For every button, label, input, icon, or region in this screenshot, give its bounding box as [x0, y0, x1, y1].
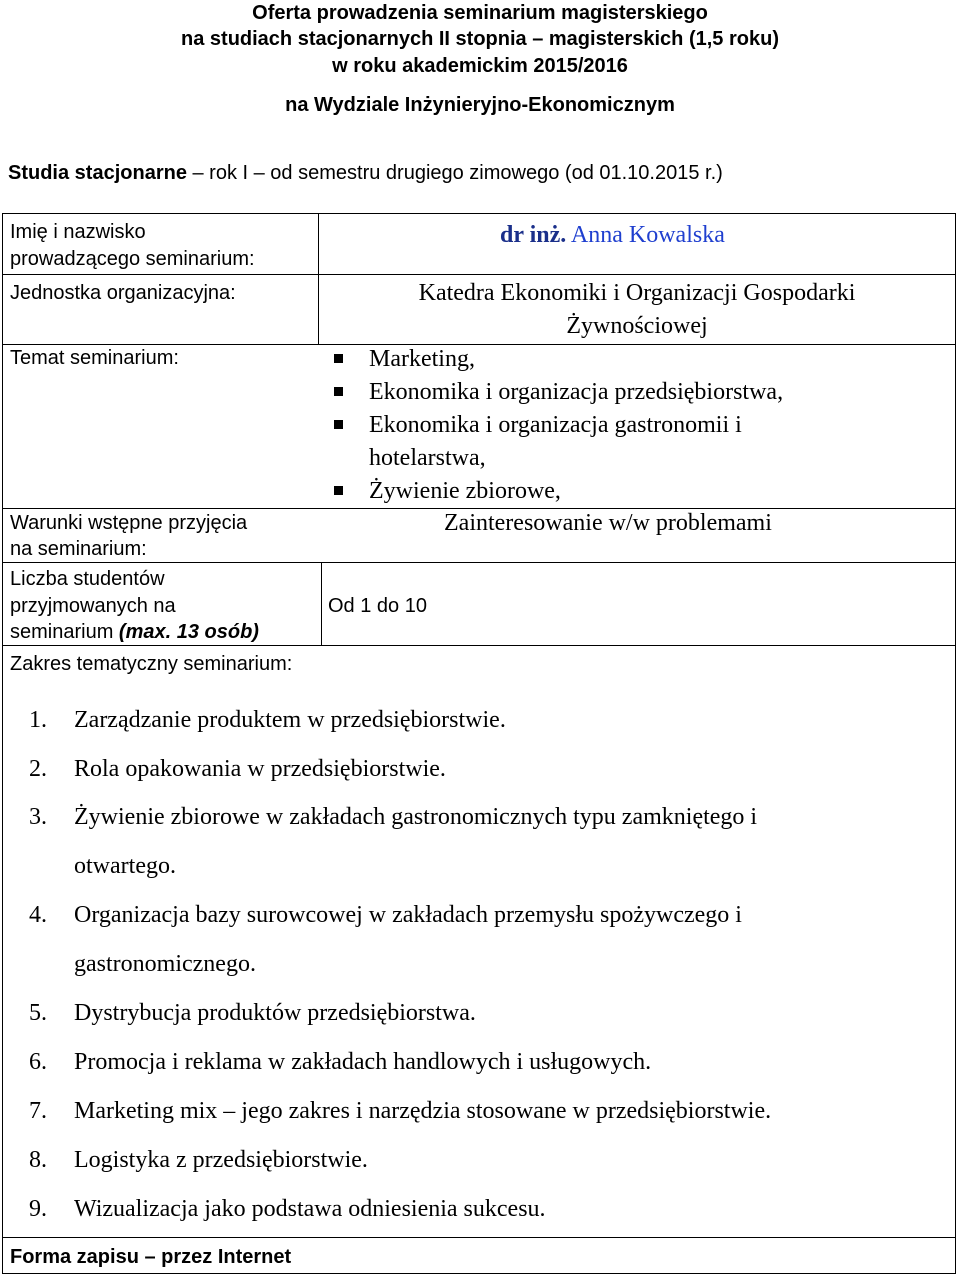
topic-item: Ekonomika i organizacja przedsiębiorstwa,	[331, 376, 783, 409]
name-label-1: Imię i nazwisko	[10, 221, 146, 243]
square-bullet-icon	[334, 387, 343, 396]
count-label-1: Liczba studentów	[10, 568, 165, 590]
study-mode-line	[8, 160, 723, 186]
column-divider-count	[321, 562, 322, 645]
unit-value-2: Żywnościowej	[566, 313, 708, 339]
supervisor-name	[500, 219, 725, 251]
row-divider-req	[3, 562, 955, 563]
topic-item-continued: hotelarstwa,	[369, 445, 486, 471]
max-students-note: (max. 13 osób)	[118, 621, 259, 643]
count-label-3: seminarium (max. 13 osób)	[10, 621, 259, 643]
title-line-1: Oferta prowadzenia seminarium magisterskiego	[252, 2, 708, 24]
scope-item: 9. Wizualizacja jako podstawa odniesienia sukcesu.	[29, 1196, 546, 1222]
unit-value-1: Katedra Ekonomiki i Organizacji Gospodarki	[418, 280, 856, 306]
row-divider-name	[3, 274, 955, 275]
offer-form-box	[2, 213, 956, 1274]
scope-item: 3. Żywienie zbiorowe w zakładach gastronomicznych typu zamkniętego i otwartego.	[29, 804, 758, 879]
unit-label: Jednostka organizacyjna:	[10, 282, 236, 304]
name-label-2: prowadzącego seminarium:	[10, 248, 255, 270]
title-line-3: w roku akademickim 2015/2016	[332, 55, 628, 77]
row-divider-count	[3, 645, 955, 646]
requirements-value: Zainteresowanie w/w problemami	[444, 510, 772, 536]
scope-item: 5. Dystrybucja produktów przedsiębiorstwa.	[29, 1000, 476, 1026]
count-value: Od 1 do 10	[328, 595, 427, 617]
scope-list	[29, 704, 771, 1234]
study-mode-bold: Studia stacjonarne	[8, 162, 187, 184]
supervisor-degree: dr inż.	[500, 222, 567, 248]
square-bullet-icon	[334, 486, 343, 495]
scope-item: 4. Organizacja bazy surowcowej w zakładach przemysłu spożywczego i gastronomicznego.	[29, 902, 742, 977]
scope-item: 7. Marketing mix – jego zakres i narzędzia stosowane w przedsiębiorstwie.	[29, 1098, 772, 1124]
topic-item: Marketing,	[331, 343, 783, 376]
topic-label: Temat seminarium:	[10, 347, 179, 369]
count-label-2: przyjmowanych na	[10, 595, 176, 617]
topic-item: Żywienie zbiorowe,	[331, 475, 783, 508]
title-line-2: na studiach stacjonarnych II stopnia – magisterskich (1,5 roku)	[181, 28, 779, 50]
supervisor-fullname: Anna Kowalska	[566, 222, 725, 248]
scope-item: 1. Zarządzanie produktem w przedsiębiorstwie.	[29, 707, 506, 733]
square-bullet-icon	[334, 420, 343, 429]
study-mode-rest: – rok I – od semestru drugiego zimowego (od 01.10.2015 r.)	[186, 162, 723, 184]
square-bullet-icon	[334, 354, 343, 363]
topic-item: Ekonomika i organizacja gastronomii i	[331, 409, 783, 442]
registration-method: Forma zapisu – przez Internet	[10, 1246, 292, 1268]
scope-item: 8. Logistyka z przedsiębiorstwie.	[29, 1147, 368, 1173]
requirements-label-1: Warunki wstępne przyjęcia	[10, 512, 248, 534]
scope-item: 6. Promocja i reklama w zakładach handlowych i usługowych.	[29, 1049, 652, 1075]
requirements-label-2: na seminarium:	[10, 538, 147, 560]
row-divider-scope	[3, 1237, 955, 1238]
title-line-4: na Wydziale Inżynieryjno-Ekonomicznym	[285, 94, 675, 116]
topic-list	[331, 343, 783, 508]
scope-label: Zakres tematyczny seminarium:	[10, 653, 293, 675]
scope-item: 2. Rola opakowania w przedsiębiorstwie.	[29, 756, 446, 782]
